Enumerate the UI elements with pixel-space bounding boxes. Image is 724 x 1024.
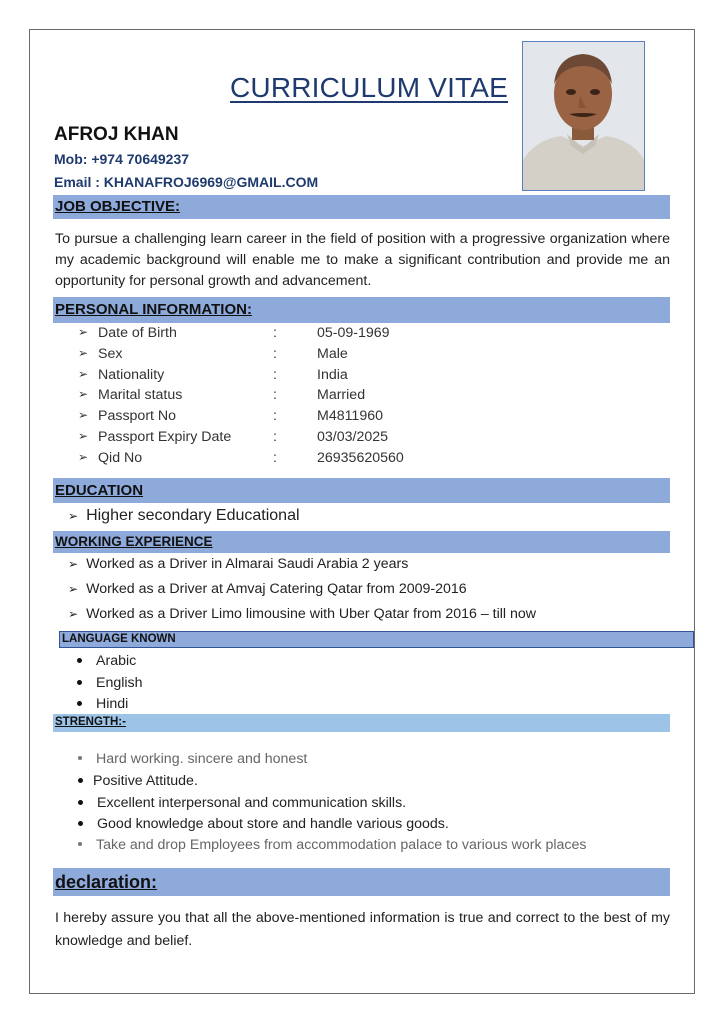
- bullet-dot-icon: [78, 821, 83, 826]
- candidate-name: AFROJ KHAN: [54, 124, 179, 145]
- language-text: Hindi: [96, 696, 129, 712]
- strength-header: [53, 714, 670, 732]
- working-experience-header: [53, 531, 670, 553]
- bullet-dot-icon: [78, 800, 83, 805]
- strength-text: Good knowledge about store and handle various goods.: [97, 816, 449, 832]
- arrow-bullet-icon: ➢: [78, 408, 89, 422]
- experience-item: [68, 606, 536, 622]
- experience-text: Worked as a Driver at Amvaj Catering Qatar from 2009-2016: [86, 581, 467, 597]
- bullet-dot-icon: [78, 756, 82, 760]
- info-label: Date of Birth: [98, 325, 177, 341]
- language-item: [77, 696, 128, 712]
- bullet-dot-icon: [77, 701, 82, 706]
- strength-title: STRENGTH:-: [55, 716, 126, 728]
- strength-text: Take and drop Employees from accommodation palace to various work places: [96, 837, 587, 853]
- education-header: [53, 478, 670, 503]
- declaration-text: I hereby assure you that all the above-mentioned information is true and correct to the best of my knowledge and belief.: [55, 910, 670, 949]
- arrow-bullet-icon: ➢: [68, 557, 79, 571]
- arrow-bullet-icon: ➢: [68, 582, 79, 596]
- info-label: Marital status: [98, 387, 183, 403]
- bullet-dot-icon: [78, 842, 82, 846]
- education-text: Higher secondary Educational: [86, 507, 300, 524]
- language-text: English: [96, 675, 143, 691]
- email-address: Email : KHANAFROJ6969@GMAIL.COM: [54, 174, 319, 190]
- info-label: Passport Expiry Date: [98, 429, 232, 445]
- declaration-header: [53, 868, 670, 896]
- info-label: Sex: [98, 346, 123, 362]
- info-value: Married: [317, 387, 366, 403]
- info-value: 05-09-1969: [317, 325, 390, 341]
- info-value: Male: [317, 346, 348, 362]
- info-value: 26935620560: [317, 450, 404, 466]
- bullet-dot-icon: [78, 778, 83, 783]
- education-item: [68, 507, 300, 525]
- arrow-bullet-icon: ➢: [78, 450, 89, 464]
- language-text: Arabic: [96, 653, 137, 669]
- arrow-bullet-icon: ➢: [68, 607, 79, 621]
- info-colon: :: [273, 367, 277, 383]
- strength-item: [78, 751, 307, 767]
- info-value: India: [317, 367, 348, 383]
- strength-item: [78, 795, 406, 811]
- personal-info-title: PERSONAL INFORMATION:: [55, 301, 252, 318]
- info-label: Nationality: [98, 367, 165, 383]
- job-objective-title: JOB OBJECTIVE:: [55, 198, 181, 215]
- language-item: [77, 675, 143, 691]
- profile-photo: [522, 41, 645, 191]
- info-label: Passport No: [98, 408, 177, 424]
- info-colon: :: [273, 325, 277, 341]
- arrow-bullet-icon: ➢: [78, 346, 89, 360]
- info-colon: :: [273, 408, 277, 424]
- arrow-bullet-icon: ➢: [78, 367, 89, 381]
- info-value: M4811960: [317, 408, 383, 424]
- working-experience-title: WORKING EXPERIENCE: [55, 534, 213, 549]
- arrow-bullet-icon: ➢: [78, 429, 89, 443]
- document-title: CURRICULUM VITAE: [230, 72, 509, 103]
- strength-text: Positive Attitude.: [93, 773, 198, 789]
- strength-item: [78, 773, 198, 789]
- strength-item: [78, 837, 587, 853]
- objective-text: To pursue a challenging learn career in the field of position with a progressive organization where my academic background will enable me to make a significant contribution and provide me an opportunity for personal growth and advancement.: [55, 231, 670, 289]
- mobile-number: Mob: +974 70649237: [54, 151, 190, 167]
- experience-item: [68, 581, 467, 597]
- strength-item: [78, 816, 449, 832]
- experience-item: [68, 556, 408, 572]
- bullet-dot-icon: [77, 680, 82, 685]
- info-label: Qid No: [98, 450, 143, 466]
- info-value: 03/03/2025: [317, 429, 389, 445]
- info-colon: :: [273, 346, 277, 362]
- language-item: [77, 653, 136, 669]
- strength-text: Excellent interpersonal and communication skills.: [97, 795, 407, 811]
- language-known-header: [59, 631, 694, 648]
- education-title: EDUCATION: [55, 482, 144, 499]
- arrow-bullet-icon: ➢: [68, 509, 79, 523]
- personal-info-header: [53, 297, 670, 323]
- experience-text: Worked as a Driver in Almarai Saudi Arabia 2 years: [86, 556, 409, 572]
- bullet-dot-icon: [77, 658, 82, 663]
- arrow-bullet-icon: ➢: [78, 387, 89, 401]
- info-colon: :: [273, 429, 277, 445]
- declaration-title: declaration:: [55, 872, 158, 892]
- person-photo-icon: [523, 42, 644, 190]
- language-known-title: LANGUAGE KNOWN: [62, 633, 176, 645]
- info-colon: :: [273, 450, 277, 466]
- experience-text: Worked as a Driver Limo limousine with Uber Qatar from 2016 – till now: [86, 606, 537, 622]
- info-colon: :: [273, 387, 277, 403]
- strength-text: Hard working. sincere and honest: [96, 751, 308, 767]
- arrow-bullet-icon: ➢: [78, 325, 89, 339]
- job-objective-header: [53, 195, 670, 219]
